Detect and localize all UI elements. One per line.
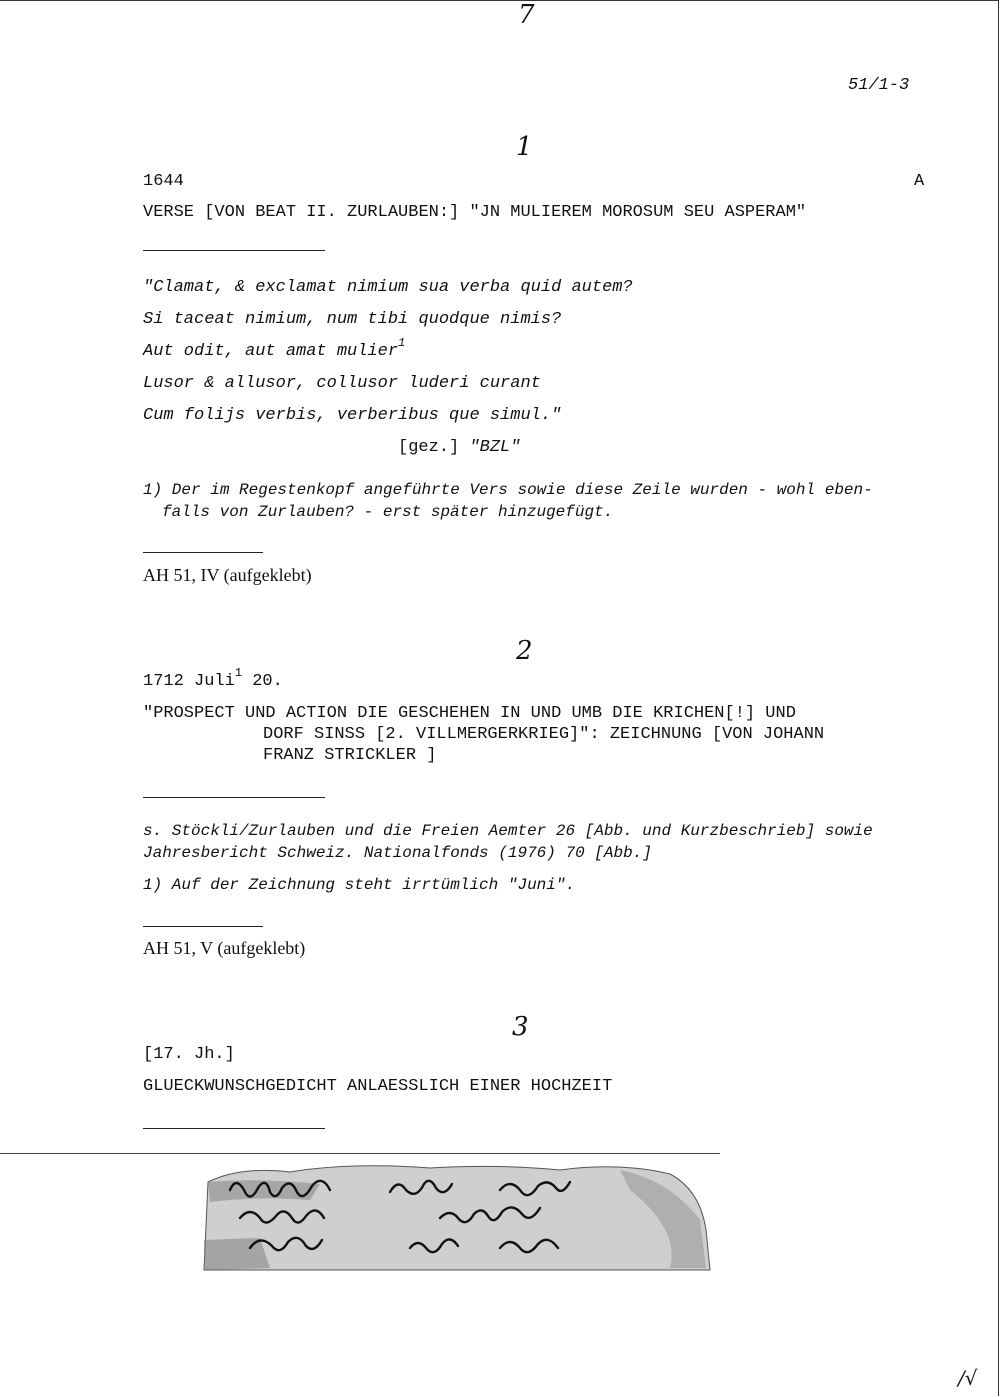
divider <box>143 1128 325 1129</box>
entry-3-number: 3 <box>512 1012 529 1042</box>
entry-1-footnote-line-1: 1) Der im Regestenkopf angeführte Vers sowie diese Zeile wurden - wohl eben- <box>143 481 873 499</box>
entry-2-date-day: 20. <box>252 672 283 691</box>
entry-2-title-line-1: "PROSPECT UND ACTION DIE GESCHEHEN IN UND UMB DIE KRICHEN[!] UND <box>143 704 796 723</box>
signature-prefix: [gez.] <box>398 438 460 457</box>
scan-edge-line <box>0 1153 720 1154</box>
entry-3-date: [17. Jh.] <box>143 1045 235 1064</box>
divider <box>143 926 263 927</box>
handwritten-manuscript-fragment <box>200 1160 712 1272</box>
entry-2-note-line-2: Jahresbericht Schweiz. Nationalfonds (1976) 70 [Abb.] <box>143 844 652 862</box>
verse-footnote-mark: 1 <box>398 336 406 350</box>
signature-line <box>398 438 520 457</box>
entry-1-title: VERSE [VON BEAT II. ZURLAUBEN:] "JN MULIEREM MOROSUM SEU ASPERAM" <box>143 203 807 222</box>
handwritten-page-number: 7 <box>518 0 535 30</box>
divider <box>143 797 325 798</box>
archive-number: 51/1-3 <box>848 76 910 95</box>
entry-1-letter: A <box>914 172 925 191</box>
entry-2-title-line-2: DORF SINSS [2. VILLMERGERKRIEG]": ZEICHNUNG [VON JOHANN <box>263 725 825 744</box>
verse-line-2: Si taceat nimium, num tibi quodque nimis? <box>143 310 562 329</box>
entry-1-source: AH 51, IV (aufgeklebt) <box>143 565 312 585</box>
entry-3-title: GLUECKWUNSCHGEDICHT ANLAESSLICH EINER HOCHZEIT <box>143 1077 613 1096</box>
verse-line-4: Lusor & allusor, collusor luderi curant <box>143 374 541 393</box>
entry-2-footnote: 1) Auf der Zeichnung steht irrtümlich "Juni". <box>143 876 576 894</box>
entry-1-footnote-line-2: falls von Zurlauben? - erst später hinzugefügt. <box>162 503 614 521</box>
verse-line-3 <box>143 336 406 361</box>
entry-2-date-main: 1712 Juli <box>143 672 235 691</box>
entry-2-title-line-3: FRANZ STRICKLER ] <box>263 746 437 765</box>
divider <box>143 250 325 251</box>
verse-line-3-text: Aut odit, aut amat mulier <box>143 342 399 361</box>
entry-2-note-line-1: s. Stöckli/Zurlauben und die Freien Aemter 26 [Abb. und Kurzbeschrieb] sowie <box>143 822 873 840</box>
divider <box>143 552 263 553</box>
verse-line-1: "Clamat, & exclamat nimium sua verba quid autem? <box>143 278 633 297</box>
entry-1-number: 1 <box>516 132 533 162</box>
verse-line-5: Cum folijs verbis, verberibus que simul." <box>143 406 562 425</box>
entry-1-date: 1644 <box>143 172 184 191</box>
entry-2-source: AH 51, V (aufgeklebt) <box>143 938 306 958</box>
entry-2-number: 2 <box>516 636 533 666</box>
entry-2-date <box>143 666 283 691</box>
entry-2-date-mark: 1 <box>234 666 243 680</box>
signature: "BZL" <box>469 438 521 457</box>
corner-mark: /√ <box>958 1366 978 1390</box>
